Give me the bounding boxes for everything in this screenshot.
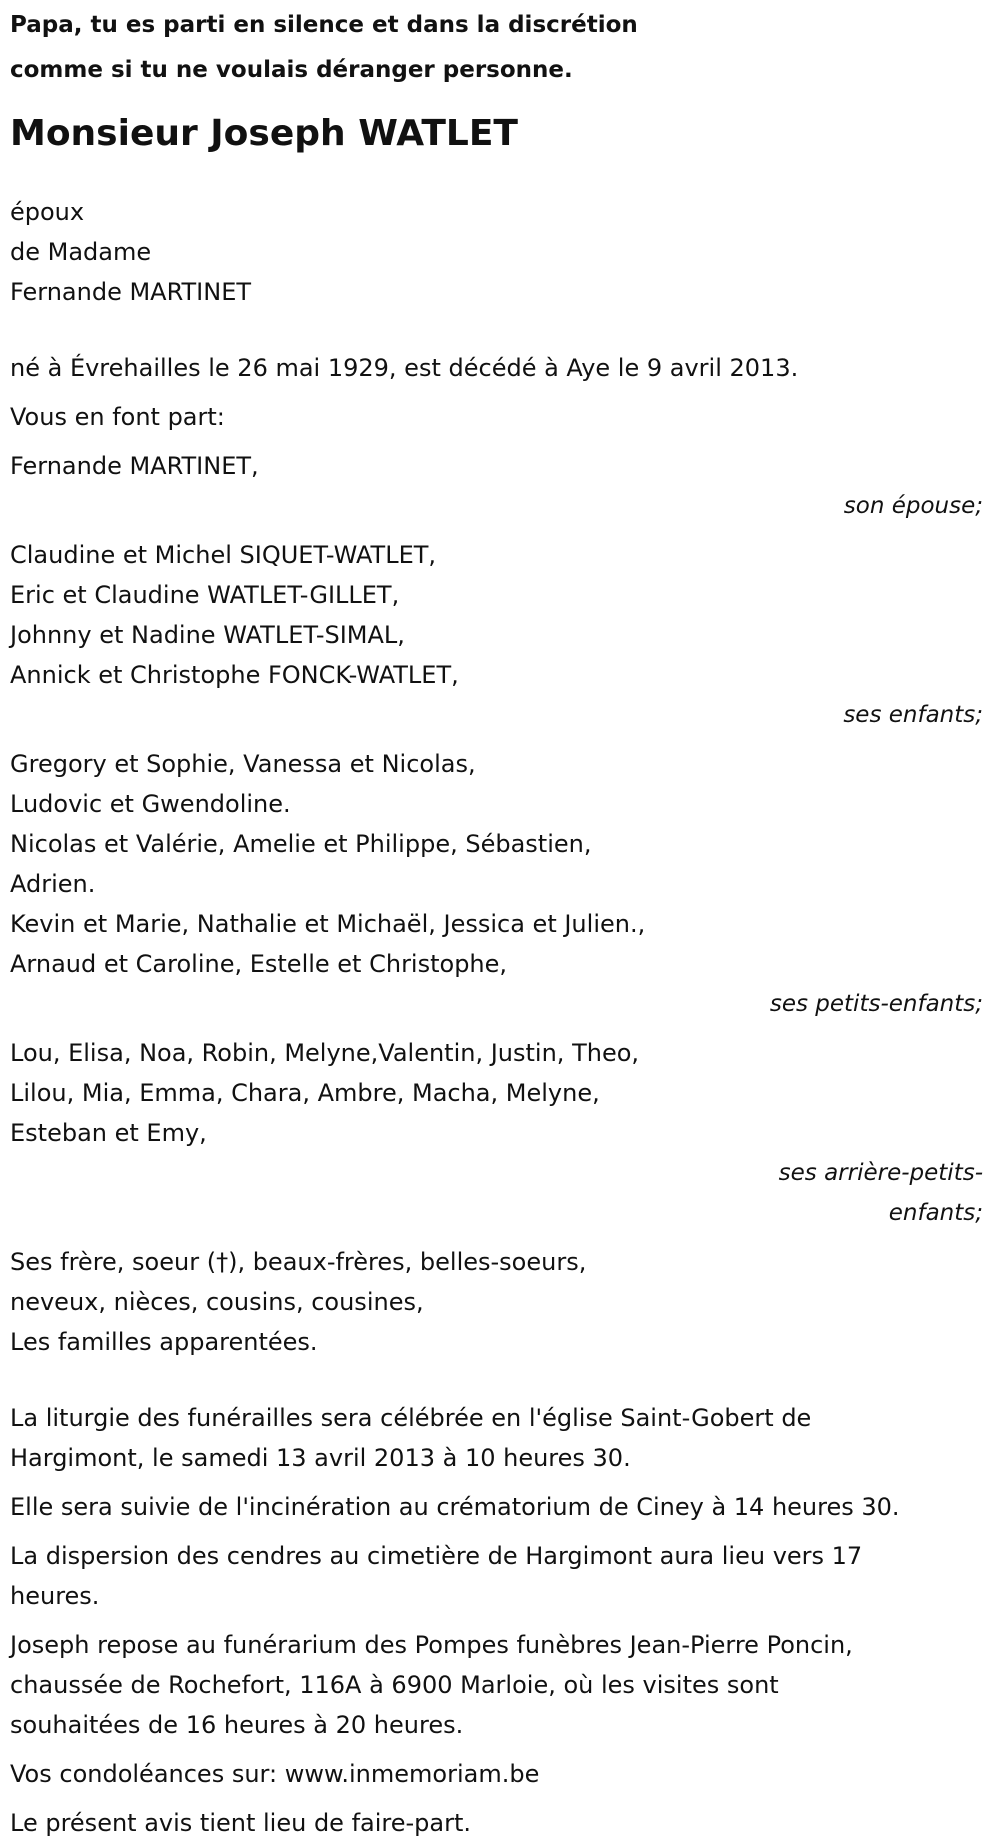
ceremony-line: Hargimont, le samedi 13 avril 2013 à 10 heures 30. <box>10 1444 631 1472</box>
ceremony-line: La dispersion des cendres au cimetière de Hargimont aura lieu vers 17 <box>10 1542 863 1570</box>
family-line: Fernande MARTINET, <box>10 452 259 480</box>
deceased-name: Monsieur Joseph WATLET <box>10 113 518 154</box>
ceremony-line: La liturgie des funérailles sera célébrée en l'église Saint-Gobert de <box>10 1404 812 1432</box>
spouse-line: époux <box>10 198 85 226</box>
announce-line: Vous en font part: <box>10 403 225 431</box>
family-group-great-grandchildren <box>10 1033 990 1233</box>
funeral-home-info <box>10 1625 990 1745</box>
spouse-info <box>10 192 990 312</box>
ceremony-line: chaussée de Rochefort, 116A à 6900 Marloie, où les visites sont <box>10 1671 779 1699</box>
family-line: Nicolas et Valérie, Amelie et Philippe, Sébastien, <box>10 830 592 858</box>
relation-label: enfants; <box>888 1200 983 1226</box>
ashes-info <box>10 1536 990 1616</box>
family-group-others <box>10 1242 990 1362</box>
ceremony-line: souhaitées de 16 heures à 20 heures. <box>10 1711 464 1739</box>
liturgy-info <box>10 1398 990 1478</box>
family-line: Lilou, Mia, Emma, Chara, Ambre, Macha, Melyne, <box>10 1079 600 1107</box>
family-line: Gregory et Sophie, Vanessa et Nicolas, <box>10 750 476 778</box>
cremation-info: Elle sera suivie de l'incinération au crématorium de Ciney à 14 heures 30. <box>10 1493 900 1521</box>
relation-label: ses petits-enfants; <box>769 991 983 1017</box>
ceremony-line: heures. <box>10 1582 100 1610</box>
family-line: Johnny et Nadine WATLET-SIMAL, <box>10 621 405 649</box>
condolences-link: Vos condoléances sur: www.inmemoriam.be <box>10 1760 540 1788</box>
family-group-spouse <box>10 446 990 526</box>
family-group-grandchildren <box>10 744 990 1024</box>
family-line: Arnaud et Caroline, Estelle et Christophe, <box>10 950 508 978</box>
family-line: Adrien. <box>10 870 96 898</box>
notice-line: Le présent avis tient lieu de faire-part. <box>10 1809 472 1837</box>
family-line: neveux, nièces, cousins, cousines, <box>10 1288 424 1316</box>
family-line: Eric et Claudine WATLET-GILLET, <box>10 581 400 609</box>
family-line: Les familles apparentées. <box>10 1328 318 1356</box>
spouse-line: de Madame <box>10 238 152 266</box>
family-line: Ses frère, soeur (†), beaux-frères, belles-soeurs, <box>10 1248 587 1276</box>
intro-line: comme si tu ne voulais déranger personne. <box>10 57 573 83</box>
family-line: Esteban et Emy, <box>10 1119 207 1147</box>
family-line: Ludovic et Gwendoline. <box>10 790 291 818</box>
family-line: Claudine et Michel SIQUET-WATLET, <box>10 541 437 569</box>
family-group-children <box>10 535 990 735</box>
family-line: Annick et Christophe FONCK-WATLET, <box>10 661 459 689</box>
spouse-line: Fernande MARTINET <box>10 278 252 306</box>
relation-label: ses arrière-petits- <box>778 1160 983 1186</box>
intro-quote <box>10 0 990 90</box>
relation-label: son épouse; <box>843 493 983 519</box>
birth-death-info: né à Évrehailles le 26 mai 1929, est décédé à Aye le 9 avril 2013. <box>10 354 799 382</box>
intro-line: Papa, tu es parti en silence et dans la discrétion <box>10 12 638 38</box>
relation-label: ses enfants; <box>843 702 983 728</box>
family-line: Lou, Elisa, Noa, Robin, Melyne,Valentin, Justin, Theo, <box>10 1039 640 1067</box>
ceremony-line: Joseph repose au funérarium des Pompes funèbres Jean-Pierre Poncin, <box>10 1631 853 1659</box>
family-line: Kevin et Marie, Nathalie et Michaël, Jessica et Julien., <box>10 910 646 938</box>
